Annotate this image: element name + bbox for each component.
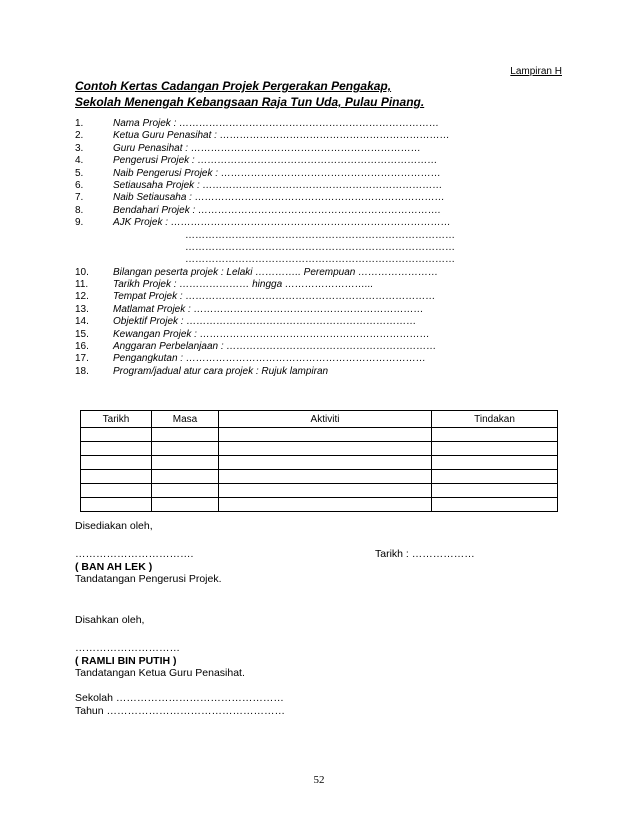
item-number: 16. xyxy=(75,341,89,353)
table-row xyxy=(81,498,558,512)
table-row xyxy=(81,484,558,498)
item-text: Program/jadual atur cara projek : Rujuk lampiran xyxy=(113,365,329,377)
table-cell xyxy=(219,442,432,456)
ajk-continuation-line xyxy=(75,230,575,242)
title-line-1: Contoh Kertas Cadangan Projek Pergerakan Pengakap, xyxy=(75,79,392,93)
table-cell xyxy=(219,456,432,470)
ajk-dots: ……………………………………………………………………… xyxy=(185,229,455,241)
table-cell xyxy=(432,428,558,442)
table-cell xyxy=(152,470,219,484)
table-cell xyxy=(432,484,558,498)
item-text: Setiausaha Projek : ……………………………………………………………… xyxy=(113,179,443,191)
item-number: 2. xyxy=(75,130,84,142)
list-item xyxy=(75,192,575,204)
list-item xyxy=(75,205,575,217)
item-text: Bilangan peserta projek : Lelaki ………….. Perempuan …………………… xyxy=(113,266,439,278)
table-row xyxy=(81,470,558,484)
item-text: Matlamat Projek : …………………………………………………………… xyxy=(113,303,424,315)
list-item xyxy=(75,168,575,180)
list-item xyxy=(75,341,575,353)
item-number: 18. xyxy=(75,365,89,377)
table-cell xyxy=(152,428,219,442)
item-text: AJK Projek : ………………………………………………………………………… xyxy=(113,217,451,229)
item-number: 8. xyxy=(75,204,84,216)
table-row xyxy=(81,442,558,456)
table-cell xyxy=(432,498,558,512)
table-cell xyxy=(152,456,219,470)
signatory-role-1: Tandatangan Pengerusi Projek. xyxy=(75,573,222,585)
approved-by-label: Disahkan oleh, xyxy=(75,614,145,626)
table-row xyxy=(81,456,558,470)
list-item xyxy=(75,130,575,142)
item-text: Naib Pengerusi Projek : ………………………………………………………… xyxy=(113,167,441,179)
table-cell xyxy=(432,456,558,470)
item-text: Tempat Projek : ………………………………………………………………… xyxy=(113,291,436,303)
item-number: 11. xyxy=(75,279,89,291)
col-aktiviti: Aktiviti xyxy=(219,411,432,428)
ajk-dots: ……………………………………………………………………… xyxy=(185,254,455,266)
table-cell xyxy=(219,428,432,442)
col-masa: Masa xyxy=(152,411,219,428)
item-number: 13. xyxy=(75,303,89,315)
list-item xyxy=(75,217,575,229)
item-number: 12. xyxy=(75,291,89,303)
table-cell xyxy=(432,442,558,456)
list-item xyxy=(75,279,575,291)
item-number: 14. xyxy=(75,316,89,328)
item-text: Anggaran Perbelanjaan : ……………………………………………………… xyxy=(113,341,437,353)
list-item xyxy=(75,329,575,341)
table-cell xyxy=(432,470,558,484)
signatory-name-2: ( RAMLI BIN PUTIH ) xyxy=(75,655,177,667)
list-item xyxy=(75,118,575,130)
item-number: 15. xyxy=(75,328,89,340)
table-cell xyxy=(81,456,152,470)
item-number: 17. xyxy=(75,353,89,365)
ajk-continuation-line xyxy=(75,254,575,266)
table-cell xyxy=(152,484,219,498)
col-tarikh: Tarikh xyxy=(81,411,152,428)
item-text: Pengerusi Projek : ……………………………………………………………… xyxy=(113,155,438,167)
title-line-2: Sekolah Menengah Kebangsaan Raja Tun Uda, Pulau Pinang. xyxy=(75,95,425,109)
table-cell xyxy=(81,442,152,456)
item-text: Naib Setiausaha : ………………………………………………………………… xyxy=(113,192,445,204)
table-cell xyxy=(152,442,219,456)
item-text: Guru Penasihat : …………………………………………………………… xyxy=(113,142,421,154)
item-text: Objektif Projek : …………………………………………………………… xyxy=(113,316,417,328)
program-table xyxy=(80,410,558,512)
table-cell xyxy=(219,470,432,484)
ajk-continuation-line xyxy=(75,242,575,254)
table-cell xyxy=(81,484,152,498)
table-cell xyxy=(219,484,432,498)
item-text: Pengangkutan : ……………………………………………………………… xyxy=(113,353,426,365)
item-text: Tarikh Projek : ………………… hingga ……………………... xyxy=(113,279,374,291)
item-number: 6. xyxy=(75,179,84,191)
table-cell xyxy=(81,428,152,442)
item-number: 3. xyxy=(75,142,84,154)
signatory-name-1: ( BAN AH LEK ) xyxy=(75,561,153,573)
list-item xyxy=(75,143,575,155)
list-item xyxy=(75,155,575,167)
item-number: 5. xyxy=(75,167,84,179)
item-number: 7. xyxy=(75,192,84,204)
item-number: 1. xyxy=(75,118,84,129)
list-item xyxy=(75,366,575,378)
table-header-row xyxy=(81,411,558,428)
list-item xyxy=(75,316,575,328)
item-text: Nama Projek : …………………………………………………………………… xyxy=(113,118,440,129)
signature-line-2: ………………………… xyxy=(75,642,180,654)
table-cell xyxy=(81,470,152,484)
year-field: Tahun …………………………………………… xyxy=(75,705,286,717)
item-text: Ketua Guru Penasihat : …………………………………………………………… xyxy=(113,130,450,142)
item-number: 10. xyxy=(75,266,89,278)
table-cell xyxy=(152,498,219,512)
ajk-dots: ……………………………………………………………………… xyxy=(185,241,455,253)
list-item xyxy=(75,353,575,365)
date-field: Tarikh : ……………… xyxy=(375,548,475,560)
proposal-fields xyxy=(75,118,575,378)
list-item xyxy=(75,180,575,192)
table-cell xyxy=(219,498,432,512)
item-text: Kewangan Projek : …………………………………………………………… xyxy=(113,328,430,340)
appendix-label: Lampiran H xyxy=(510,66,562,77)
prepared-by-label: Disediakan oleh, xyxy=(75,520,153,532)
table-cell xyxy=(81,498,152,512)
signatory-role-2: Tandatangan Ketua Guru Penasihat. xyxy=(75,667,245,679)
list-item xyxy=(75,291,575,303)
list-item xyxy=(75,304,575,316)
list-item xyxy=(75,267,575,279)
item-number: 9. xyxy=(75,217,84,229)
table-row xyxy=(81,428,558,442)
col-tindakan: Tindakan xyxy=(432,411,558,428)
item-number: 4. xyxy=(75,155,84,167)
item-text: Bendahari Projek : ………………………………………………………………. xyxy=(113,204,441,216)
signature-line-1: ……………………………. xyxy=(75,548,194,560)
page-number: 52 xyxy=(313,774,325,786)
document-title xyxy=(75,78,424,110)
school-field: Sekolah ………………………………………… xyxy=(75,692,284,704)
